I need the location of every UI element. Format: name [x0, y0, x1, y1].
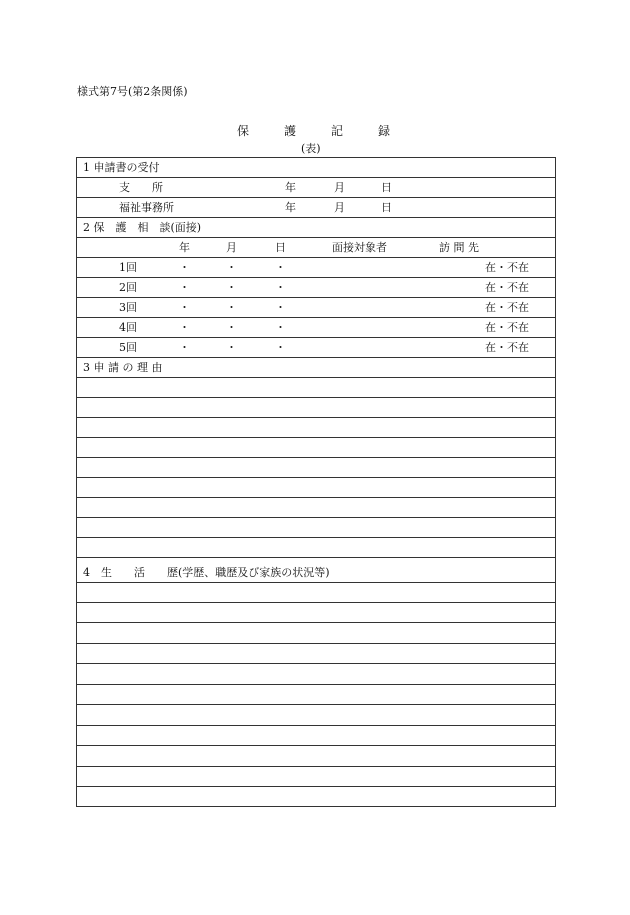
life-history-line[interactable]	[77, 583, 555, 603]
section2-header-row	[77, 218, 555, 238]
presence-status: 在・不在	[485, 321, 529, 334]
title-char-3: 記	[331, 124, 344, 138]
year-label: 年	[285, 201, 296, 214]
presence-status: 在・不在	[485, 281, 529, 294]
section1-header-row	[77, 158, 555, 178]
welfare-office-label: 福祉事務所	[119, 201, 174, 214]
reason-line[interactable]	[77, 518, 555, 538]
life-history-line[interactable]	[77, 767, 555, 787]
life-history-line[interactable]	[77, 787, 555, 806]
reason-line[interactable]	[77, 478, 555, 498]
visit-destination-header: 訪 問 先	[439, 241, 479, 254]
life-history-line[interactable]	[77, 644, 555, 664]
life-history-line[interactable]	[77, 706, 555, 726]
interviewee-header: 面接対象者	[332, 241, 387, 254]
interview-row[interactable]	[77, 258, 555, 278]
date-dot: ・	[226, 281, 237, 294]
interview-row[interactable]	[77, 318, 555, 338]
record-form	[76, 157, 556, 807]
month-header: 月	[226, 241, 237, 254]
day-label: 日	[381, 201, 392, 214]
interview-count: 2回	[119, 281, 137, 294]
date-dot: ・	[275, 301, 286, 314]
section4-header-row	[77, 563, 555, 583]
form-number-label: 様式第7号(第2条関係)	[77, 85, 188, 98]
reason-line[interactable]	[77, 398, 555, 418]
section1-title: 1 申請書の受付	[83, 161, 160, 174]
section1-row-branch[interactable]	[77, 178, 555, 198]
interview-count: 5回	[119, 341, 137, 354]
presence-status: 在・不在	[485, 341, 529, 354]
interview-row[interactable]	[77, 338, 555, 358]
reason-line[interactable]	[77, 538, 555, 558]
month-label: 月	[334, 201, 345, 214]
date-dot: ・	[179, 321, 190, 334]
date-dot: ・	[275, 261, 286, 274]
title-char-1: 保	[237, 124, 250, 138]
life-history-line[interactable]	[77, 747, 555, 767]
date-dot: ・	[275, 341, 286, 354]
date-dot: ・	[179, 301, 190, 314]
date-dot: ・	[226, 321, 237, 334]
life-history-line[interactable]	[77, 624, 555, 644]
interview-row[interactable]	[77, 298, 555, 318]
day-label: 日	[381, 181, 392, 194]
date-dot: ・	[275, 321, 286, 334]
month-label: 月	[334, 181, 345, 194]
section2-column-header	[77, 238, 555, 258]
reason-line[interactable]	[77, 438, 555, 458]
presence-status: 在・不在	[485, 301, 529, 314]
year-header: 年	[179, 241, 190, 254]
section1-row-welfare[interactable]	[77, 198, 555, 218]
reason-line[interactable]	[77, 418, 555, 438]
section3-title: 3 申 請 の 理 由	[83, 361, 163, 374]
day-header: 日	[275, 241, 286, 254]
date-dot: ・	[275, 281, 286, 294]
section2-title: 2 保 護 相 談(面接)	[83, 221, 202, 234]
presence-status: 在・不在	[485, 261, 529, 274]
date-dot: ・	[226, 301, 237, 314]
life-history-line[interactable]	[77, 603, 555, 623]
title-char-4: 録	[378, 124, 391, 138]
interview-count: 3回	[119, 301, 137, 314]
date-dot: ・	[179, 281, 190, 294]
date-dot: ・	[226, 261, 237, 274]
date-dot: ・	[226, 341, 237, 354]
date-dot: ・	[179, 261, 190, 274]
title-char-2: 護	[284, 124, 297, 138]
branch-office-label: 支 所	[119, 181, 163, 194]
interview-count: 1回	[119, 261, 137, 274]
interview-count: 4回	[119, 321, 137, 334]
section4-title: 4 生 活 歴(学歴、職歴及び家族の状況等)	[83, 566, 330, 579]
reason-line[interactable]	[77, 378, 555, 398]
document-subtitle: (表)	[301, 142, 321, 155]
life-history-line[interactable]	[77, 685, 555, 705]
reason-line[interactable]	[77, 498, 555, 518]
year-label: 年	[285, 181, 296, 194]
section3-header-row	[77, 358, 555, 378]
reason-line[interactable]	[77, 458, 555, 478]
date-dot: ・	[179, 341, 190, 354]
life-history-line[interactable]	[77, 665, 555, 685]
life-history-line[interactable]	[77, 726, 555, 746]
interview-row[interactable]	[77, 278, 555, 298]
